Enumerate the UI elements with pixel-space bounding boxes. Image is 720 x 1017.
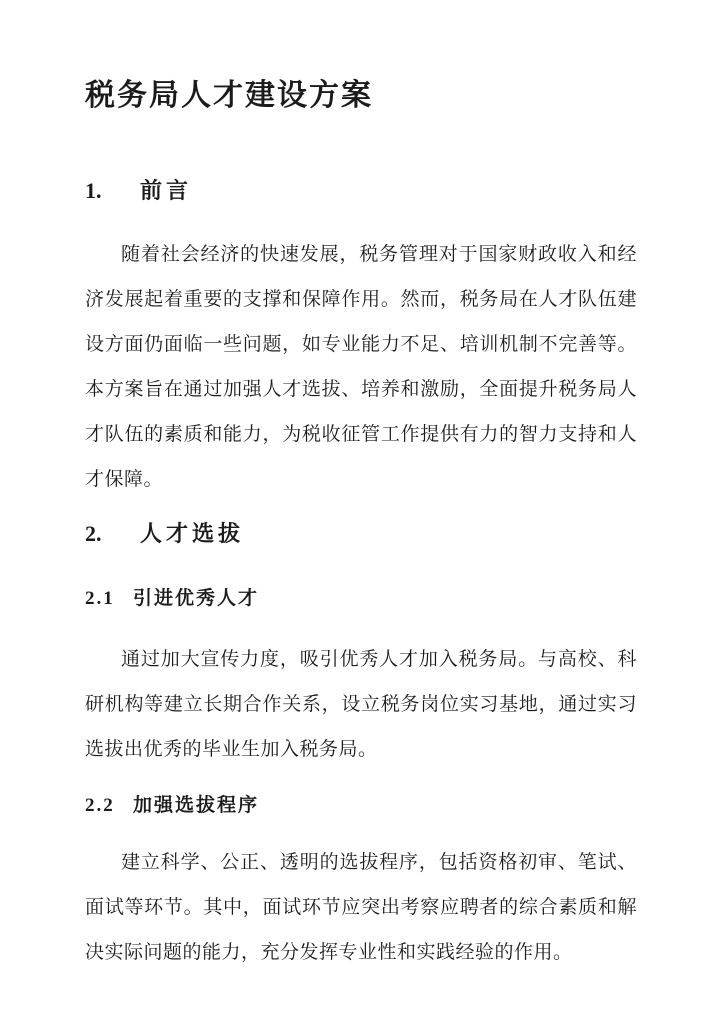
paragraph-foreword: 随着社会经济的快速发展，税务管理对于国家财政收入和经济发展起着重要的支撑和保障作用。然而，税务局在人才队伍建设方面仍面临一些问题，如专业能力不足、培训机制不完善等。本方案旨在通过加强人才选拔、培养和激励，全面提升税务局人才队伍的素质和能力，为税收征管工作提供有力的智力支持和人才保障。 [85, 244, 637, 490]
section-title: 人才选拔 [140, 521, 245, 546]
subsection-number: 2.2 [85, 795, 115, 816]
subsection-heading-selection-procedure [85, 792, 637, 820]
paragraph-selection-procedure: 建立科学、公正、透明的选拔程序，包括资格初审、笔试、面试等环节。其中，面试环节应突出考察应聘者的综合素质和解决实际问题的能力，充分发挥专业性和实践经验的作用。 [85, 852, 637, 963]
section-title: 前言 [140, 178, 193, 203]
subsection-title: 加强选拔程序 [133, 795, 260, 816]
section-number: 1. [85, 178, 102, 203]
subsection-number: 2.1 [85, 588, 115, 609]
subsection-title: 引进优秀人才 [133, 588, 260, 609]
subsection-heading-recruit-talent [85, 585, 637, 613]
section-heading-talent-selection [85, 519, 637, 549]
section-number: 2. [85, 521, 102, 546]
document-title: 税务局人才建设方案 [85, 79, 373, 112]
section-heading-foreword [85, 176, 637, 206]
paragraph-recruit-talent: 通过加大宣传力度，吸引优秀人才加入税务局。与高校、科研机构等建立长期合作关系，设立税务岗位实习基地，通过实习选拔出优秀的毕业生加入税务局。 [85, 649, 637, 760]
